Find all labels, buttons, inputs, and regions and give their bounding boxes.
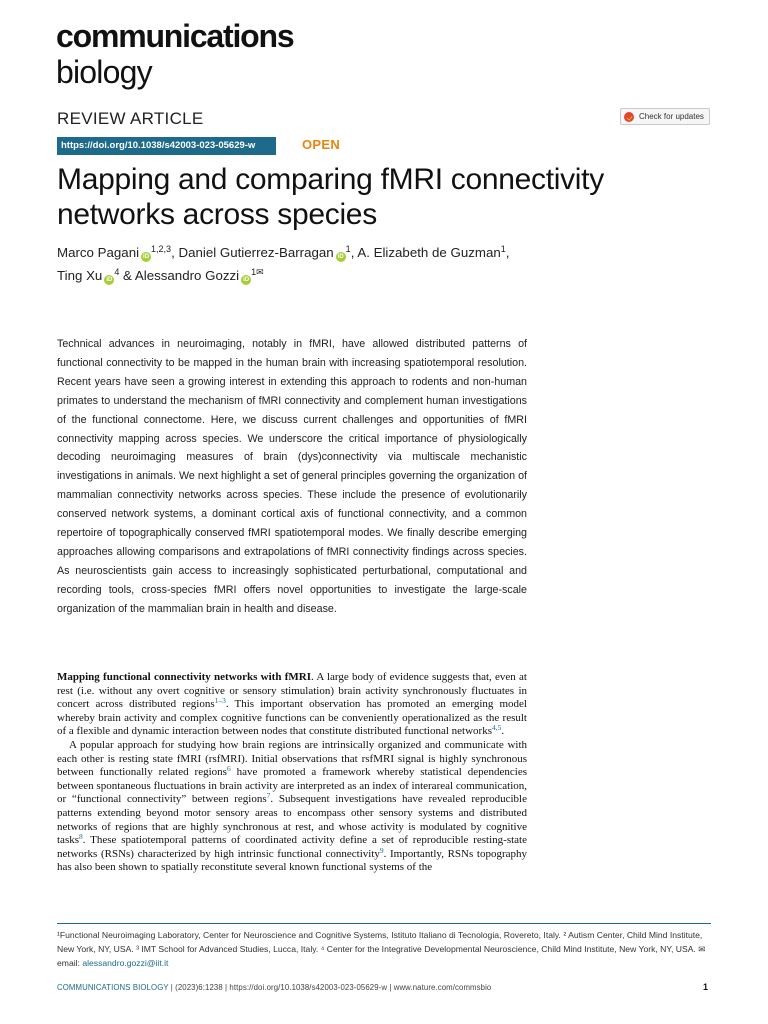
check-for-updates-button[interactable]: [620, 108, 710, 125]
check-updates-icon: [624, 112, 634, 122]
citation-ref[interactable]: 8: [79, 832, 83, 842]
doi-link[interactable]: https://doi.org/10.1038/s42003-023-05629-w: [57, 137, 276, 155]
author-affiliation: 1: [500, 244, 506, 254]
footnote-divider: [57, 923, 711, 924]
footer-journal[interactable]: COMMUNICATIONS BIOLOGY: [57, 983, 169, 992]
author-list: Marco Pagani iD$^{1,2,3}$, Daniel Gutierrez-Barragan $iD^1$, A. Elizabeth de Guzman$^1$, Ting Xu $iD^4$ & Alessandro Gozzi $iD^{1✉}$: [57, 244, 510, 283]
author-affiliation: 1: [345, 244, 351, 254]
article-type: REVIEW ARTICLE: [57, 109, 204, 128]
affiliations-footnote: ¹Functional Neuroimaging Laboratory, Center for Neuroscience and Cognitive Systems, Istituto Italiano di Tecnologia, Rovereto, Italy. ² Autism Center, Child Mind Institute, New York, NY, USA. ³ IMT School for Advanced Studies, Lucca, Italy. ⁴ Center for the Integrative Developmental Neuroscience, Child Mind Institute, New York, NY, USA. ✉email: alessandro.gozzi@iit.it: [57, 930, 706, 968]
article-title: Mapping and comparing fMRI connectivity networks across species: [57, 163, 604, 231]
journal-name-line2: biology: [56, 54, 152, 90]
orcid-icon[interactable]: iD: [143, 254, 150, 260]
author-affiliation: 1,2,3: [151, 244, 172, 254]
footer-citation: | (2023)6:1238 | https://doi.org/10.1038/s42003-023-05629-w | www.nature.com/commsbio: [168, 983, 492, 992]
open-access-label: OPEN: [302, 137, 341, 152]
citation-ref[interactable]: 9: [379, 845, 384, 855]
page-footer: [57, 983, 657, 992]
check-for-updates-label: Check for updates: [639, 112, 704, 121]
section-heading: Mapping functional connectivity networks with fMRI: [57, 671, 311, 683]
abstract: Technical advances in neuroimaging, notably in fMRI, have allowed distributed patterns of functional connectivity to be mapped in the human brain with increasing spatiotemporal resolution. Recent years have seen a growing interest in extending this approach to rodents and non-human primates to understand the mechanism of fMRI connectivity and complement human investigations of the functional connectome. Here, we discuss current challenges and opportunities of fMRI connectivity mapping across species. We underscore the critical importance of physiologically decoding neuroimaging measures of brain (dys)connectivity via multiscale mechanistic investigations in animals. We next highlight a set of general principles governing the organization of mammalian connectivity networks across species. These include the presence of evolutionarily conserved network systems, a dominant cortical axis of functional connectivity, and a common repertoire of topographically conserved fMRI spatiotemporal modes. We finally describe emerging approaches allowing comparisons and extrapolations of fMRI connectivity findings across species. As neuroscientists gain access to increasingly sophisticated perturbational, computational and recording tools, cross-species fMRI offers novel opportunities to investigate the large-scale organization of the mammalian brain in health and disease.: [57, 338, 527, 615]
citation-ref[interactable]: 6: [226, 764, 231, 774]
author-affiliation: 4: [114, 267, 120, 277]
author-name[interactable]: Alessandro Gozzi: [134, 268, 240, 283]
citation-ref[interactable]: 1–3: [214, 696, 226, 706]
citation-ref[interactable]: 4,5: [491, 723, 502, 733]
orcid-icon[interactable]: iD: [337, 254, 344, 260]
author-name[interactable]: Marco Pagani: [57, 245, 140, 260]
body-text: [57, 671, 527, 875]
journal-name-line1: communications: [56, 18, 294, 54]
body-paragraph: Mapping functional connectivity networks with fMRI. A large body of evidence suggests that, even at rest (i.e. without any overt cognitive or sensory stimulation) brain activity synchronously fluctuates in concert across distributed regions$^{1-3}$. This important observation has promoted an emerging model whereby brain activity and complex cognitive functions can be conveniently operationalized as the result of a flexible and dynamic interaction between nodes that constitute distributed functional networks$^{4,5}$.: [57, 671, 527, 738]
author-name[interactable]: A. Elizabeth de Guzman: [357, 245, 501, 260]
author-email-link[interactable]: alessandro.gozzi@iit.it: [82, 958, 169, 968]
author-name[interactable]: Daniel Gutierrez-Barragan: [178, 245, 334, 260]
orcid-icon[interactable]: iD: [243, 277, 250, 283]
author-affiliation: 1✉: [251, 267, 264, 277]
orcid-icon[interactable]: iD: [106, 277, 113, 283]
body-paragraph: A popular approach for studying how brain regions are intrinsically organized and communicate with each other is resting state fMRI (rsfMRI). Initial observations that rsfMRI signal is highly synchronous between functionally related regions$^6$ have promoted a framework whereby statistical dependencies between spontaneous fluctuations in brain activity are interpreted as an index of interareal communication, or “functional connectivity” between regions$^7$. Subsequent investigations have revealed reproducible patterns extending beyond motor sensory areas to encompass other sensory systems and distributed networks of regions that are highly synchronous at rest, and whose activity is modulated by cognitive tasks$^8$. These spatiotemporal patterns of coordinated activity define a set of reproducible resting-state networks (RSNs) characterized by high intrinsic functional connectivity$^9$. Importantly, RSNs topography has also been shown to spatially reconstitute several known functional systems of the: [57, 738, 527, 874]
author-name[interactable]: Ting Xu: [57, 268, 103, 283]
citation-ref[interactable]: 7: [266, 791, 271, 801]
page-number: 1: [703, 982, 709, 992]
